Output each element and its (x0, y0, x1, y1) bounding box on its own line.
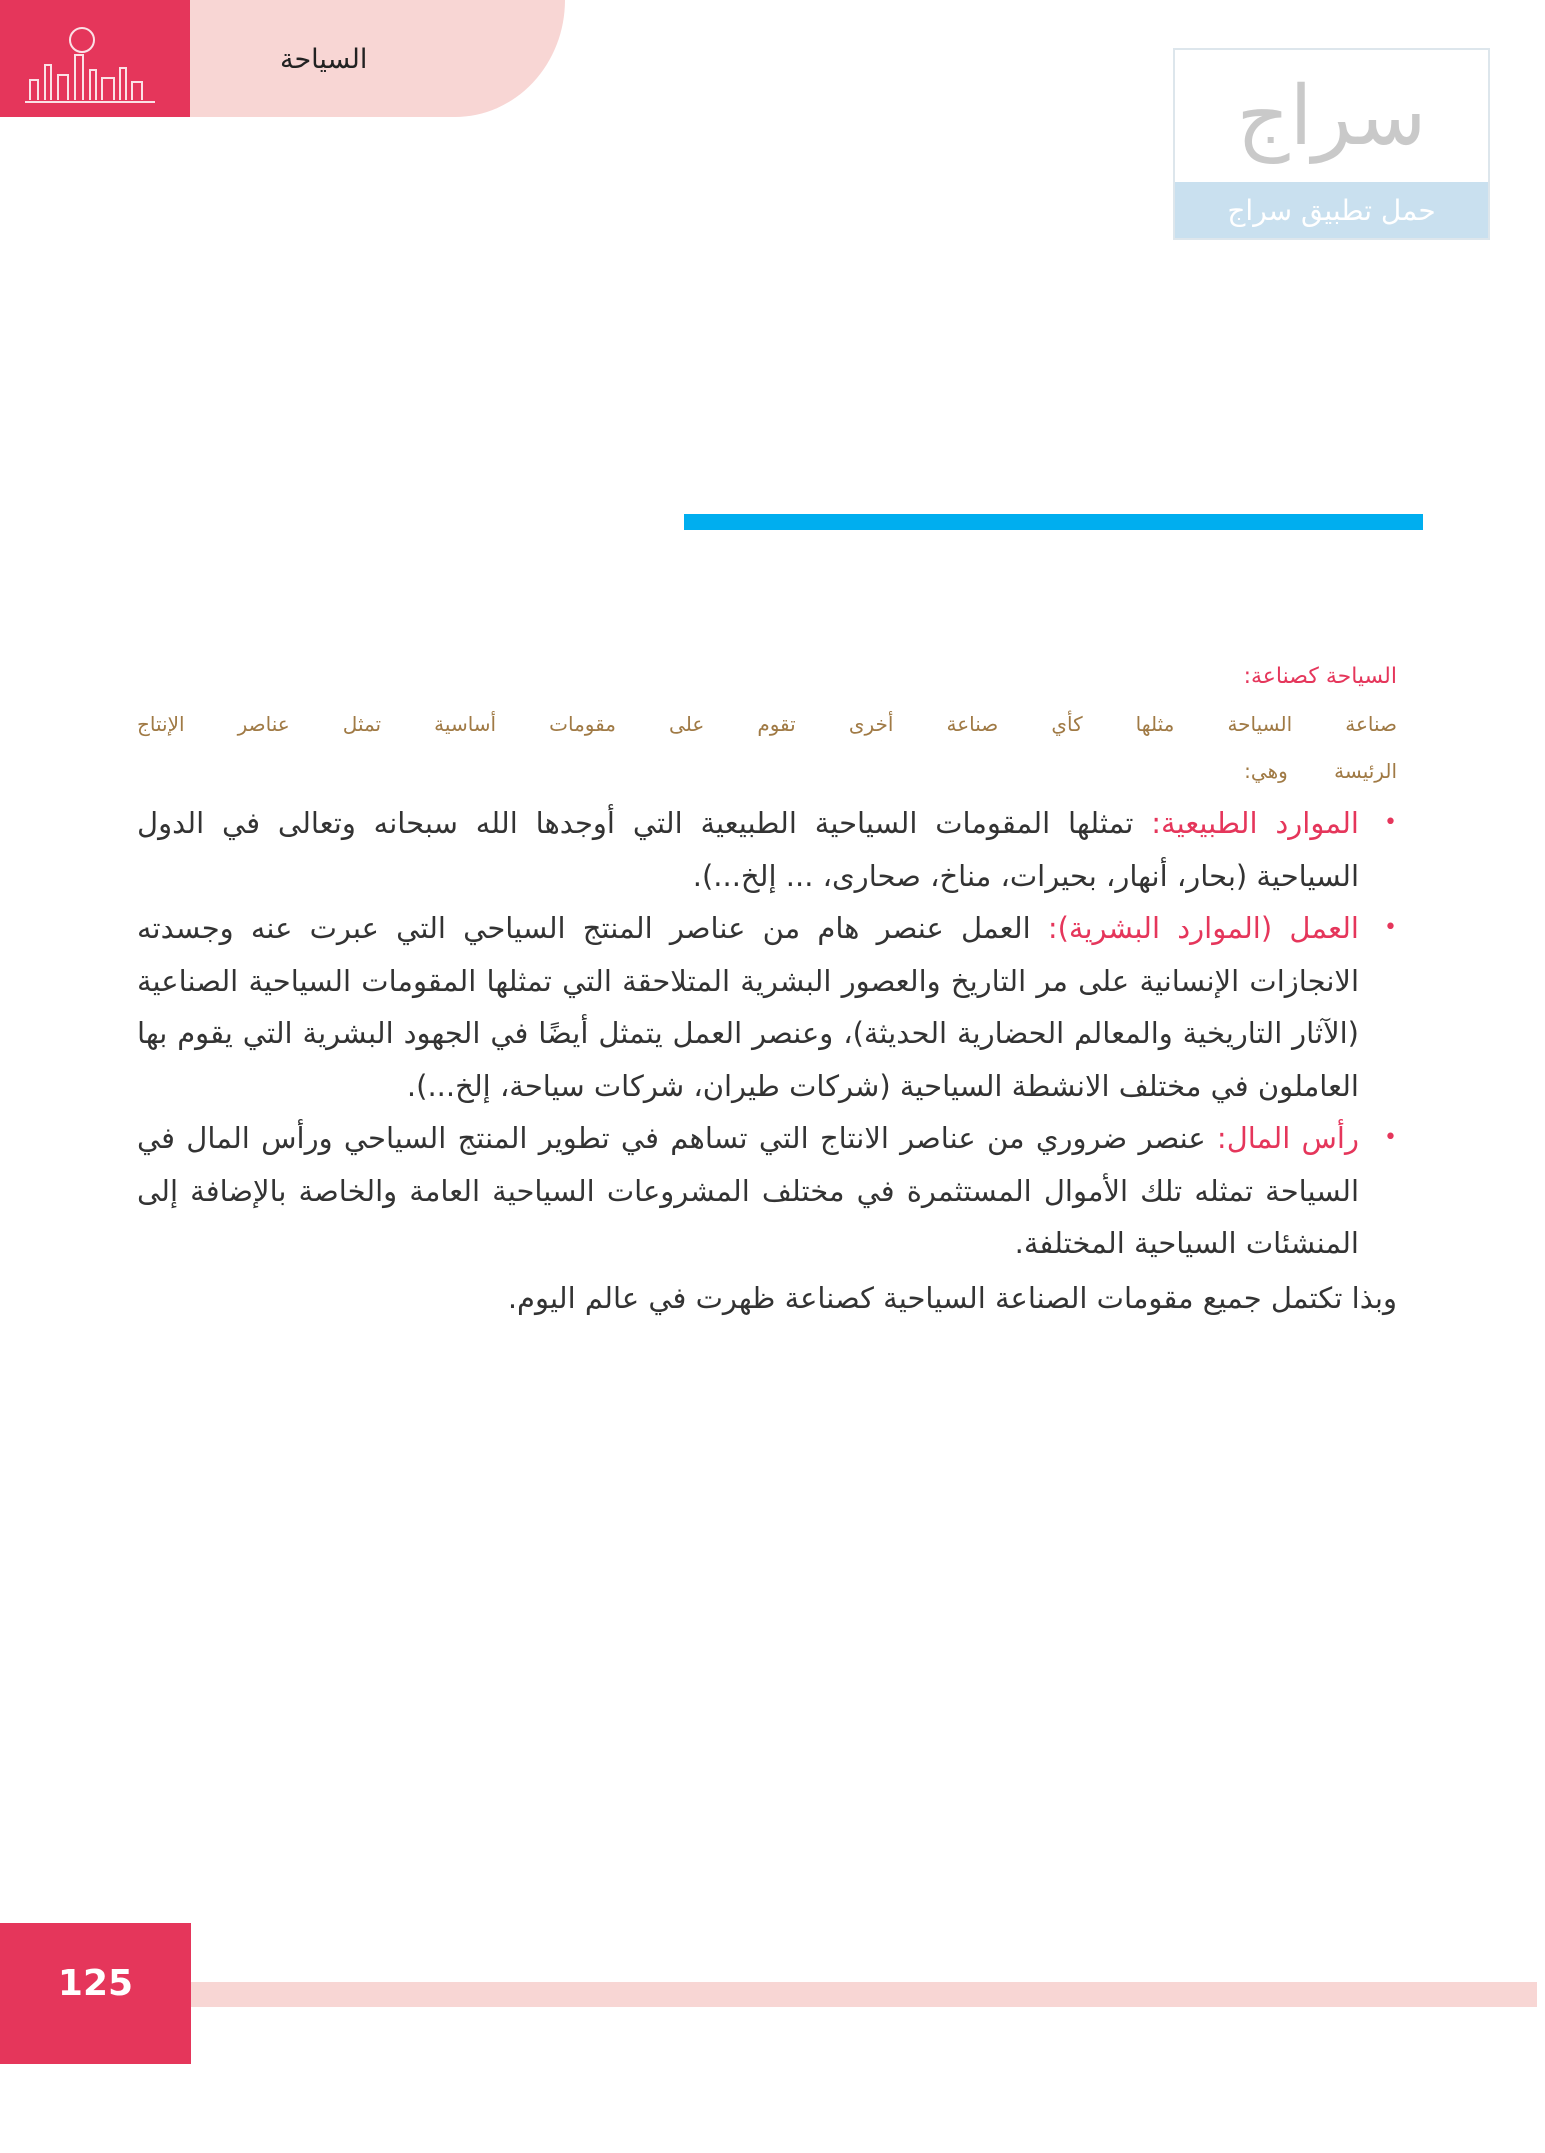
closing-sentence: وبذا تكتمل جميع مقومات الصناعة السياحية كصناعة ظهرت في عالم اليوم. (507, 1280, 1397, 1315)
bullet-capital (137, 1112, 1359, 1270)
siraj-logo[interactable] (1173, 48, 1490, 240)
logo-name: سراج (1236, 68, 1427, 164)
bullet-text: عنصر ضروري من عناصر الانتاج التي تساهم في تطوير المنتج السياحي ورأس المال في السياحة تمثله تلك الأموال المستثمرة في مختلف المشروعات السياحية العامة والخاصة بالإضافة إلى المنشئات السياحية المختلفة. (137, 1121, 1359, 1260)
chapter-title: السياحة (280, 44, 368, 75)
section-divider-bar (684, 514, 1423, 530)
bullet-term: الموارد الطبيعية: (1151, 806, 1359, 840)
intro-line-1: صناعة السياحة مثلها كأي صناعة أخرى تقوم على مقومات أساسية تمثل عناصر الإنتاج (137, 712, 1397, 736)
page-number: 125 (0, 1923, 191, 2064)
bullet-text: تمثلها المقومات السياحية الطبيعية التي أوجدها الله سبحانه وتعالى في الدول السياحية (بحار، أنهار، بحيرات، مناخ، صحارى، ... إلخ...). (137, 806, 1359, 893)
chapter-emblem (0, 0, 190, 117)
section-content (137, 655, 1397, 1326)
bullet-natural-resources (137, 797, 1359, 902)
bullet-text: العمل عنصر هام من عناصر المنتج السياحي التي عبرت عنه وجسدته الانجازات الإنسانية على مر التاريخ والعصور البشرية المتلاحقة التي تمثلها المقومات السياحية الصناعية (الآثار التاريخية والمعالم الحضارية الحديثة)، وعنصر العمل يتمثل أيضًا في الجهود البشرية التي يقوم بها العاملون في مختلف الانشطة السياحية (شركات طيران، شركات سياحة، إلخ...). (137, 911, 1359, 1103)
section-heading: السياحة كصناعة: (1243, 664, 1397, 689)
logo-tagline: حمل تطبيق سراج (1175, 182, 1488, 238)
city-skyline-icon (20, 20, 160, 110)
footer-line (191, 1982, 1537, 2007)
bullet-term: رأس المال: (1216, 1121, 1359, 1155)
bullet-list (137, 797, 1397, 1270)
chapter-tab (190, 0, 565, 117)
bullet-labor (137, 902, 1359, 1112)
bullet-term: العمل (الموارد البشرية): (1047, 911, 1359, 945)
intro-line-2: الرئيسة وهي: (1244, 759, 1397, 783)
